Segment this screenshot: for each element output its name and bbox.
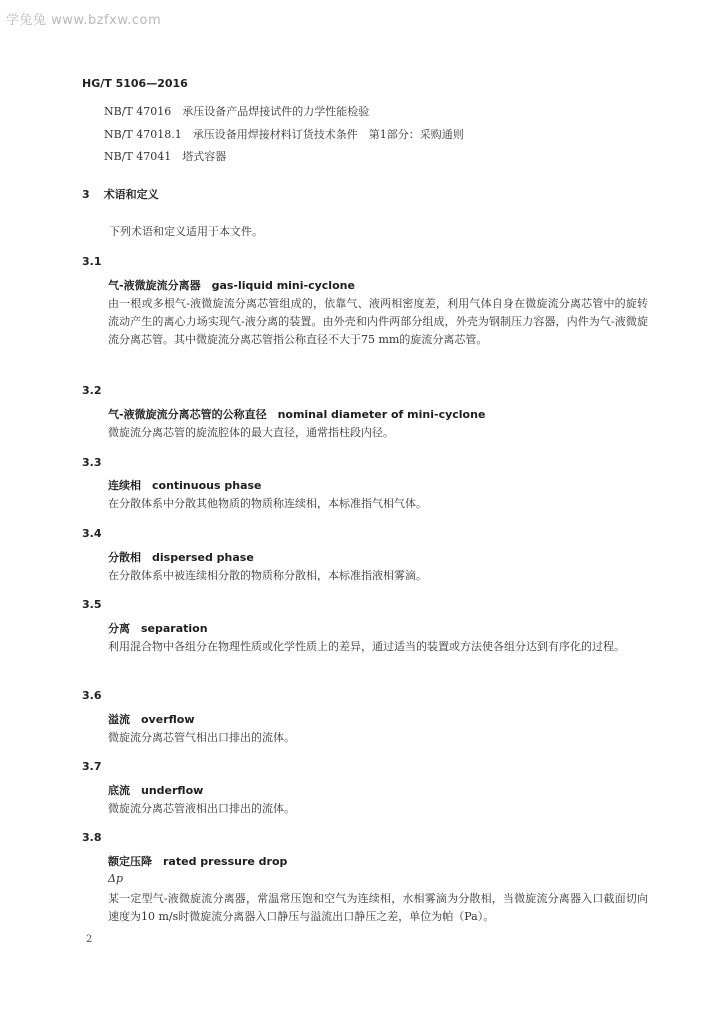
term-heading: 额定压降 rated pressure drop bbox=[108, 855, 288, 868]
term-heading: 分离 separation bbox=[108, 622, 208, 635]
term-symbol: Δp bbox=[108, 872, 123, 885]
term-definition: 在分散体系中被连续相分散的物质称分散相，本标准指液相雾滴。 bbox=[108, 569, 427, 582]
section-number: 3 bbox=[82, 188, 90, 201]
term-definition: 在分散体系中分散其他物质的物质称连续相，本标准指气相气体。 bbox=[108, 497, 427, 510]
term-definition: 微旋流分离芯管气相出口排出的流体。 bbox=[108, 731, 295, 744]
term-number: 3.6 bbox=[82, 689, 102, 702]
term-heading: 分散相 dispersed phase bbox=[108, 551, 254, 564]
section-title: 术语和定义 bbox=[103, 188, 159, 201]
term-heading: 气-液微旋流分离器 gas-liquid mini-cyclone bbox=[108, 279, 355, 292]
term-heading: 底流 underflow bbox=[108, 784, 204, 797]
term-number: 3.3 bbox=[82, 456, 102, 469]
watermark-text: 学兔兔 www.bzfxw.com bbox=[6, 13, 162, 28]
term-number: 3.4 bbox=[82, 527, 102, 540]
term-number: 3.5 bbox=[82, 598, 102, 611]
term-definition: 微旋流分离芯管液相出口排出的流体。 bbox=[108, 802, 295, 815]
reference-item: NB/T 47018.1 承压设备用焊接材料订货技术条件 第1部分：采购通则 bbox=[104, 128, 464, 141]
standard-code-header: HG/T 5106—2016 bbox=[82, 77, 188, 90]
reference-item: NB/T 47016 承压设备产品焊接试件的力学性能检验 bbox=[104, 105, 370, 118]
term-number: 3.1 bbox=[82, 255, 102, 268]
term-definition: 某一定型气-液微旋流分离器，常温常压饱和空气为连续相，水相雾滴为分散相，当微旋流分离器入口截面切向速度为10 m/s时微旋流分离器入口静压与溢流出口静压之差，单位为帕（Pa）。 bbox=[108, 892, 648, 923]
term-definition: 由一根或多根气-液微旋流分离芯管组成的，依靠气、液两相密度差，利用气体自身在微旋流分离芯管中的旋转流动产生的离心力场实现气-液分离的装置。由外壳和内件两部分组成，外壳为钢制压力容器，内件为气-液微旋流分离芯管。其中微旋流分离芯管指公称直径不大于75 mm的旋流分离芯管。 bbox=[108, 297, 648, 346]
term-definition: 微旋流分离芯管的旋流腔体的最大直径，通常指柱段内径。 bbox=[108, 426, 394, 439]
reference-item: NB/T 47041 塔式容器 bbox=[104, 150, 227, 163]
page-number: 2 bbox=[86, 934, 93, 945]
term-heading: 连续相 continuous phase bbox=[108, 479, 262, 492]
term-heading: 气-液微旋流分离芯管的公称直径 nominal diameter of mini-cyclone bbox=[108, 408, 486, 421]
section-intro: 下列术语和定义适用于本文件。 bbox=[109, 225, 263, 238]
term-number: 3.2 bbox=[82, 384, 102, 397]
term-number: 3.7 bbox=[82, 760, 102, 773]
term-number: 3.8 bbox=[82, 831, 102, 844]
term-definition: 利用混合物中各组分在物理性质或化学性质上的差异，通过适当的装置或方法使各组分达到有序化的过程。 bbox=[108, 640, 625, 653]
term-heading: 溢流 overflow bbox=[108, 713, 195, 726]
section-heading bbox=[82, 186, 159, 202]
